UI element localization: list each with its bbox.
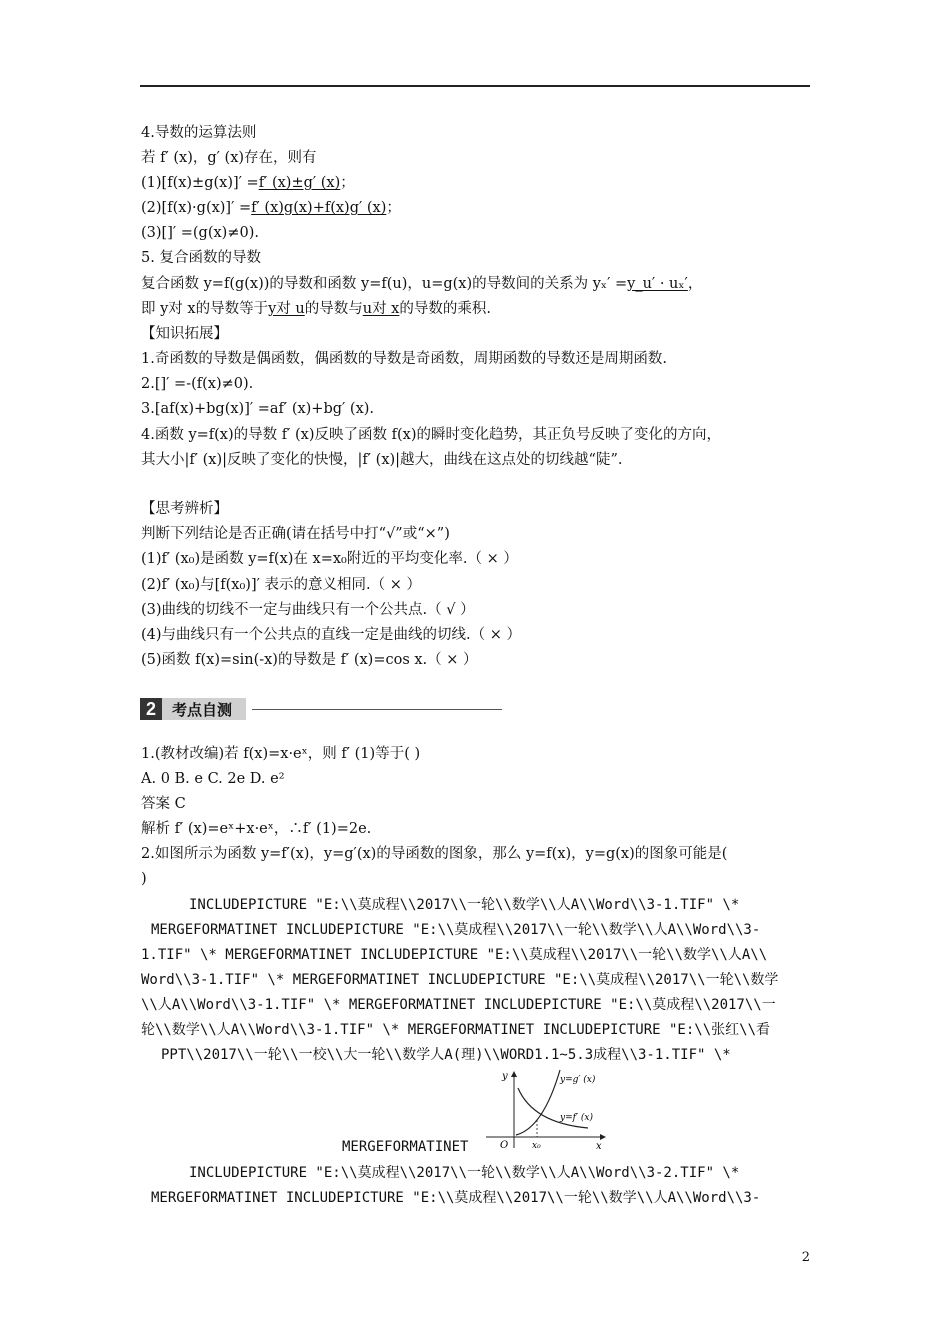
field-code-line: MERGEFORMATINET [342, 1139, 469, 1155]
x0-label: x₀ [532, 1141, 541, 1150]
composite-relation: 复合函数 y=f(g(x))的导数和函数 y=f(u)，u=g(x)的导数间的关系为 yₓ′ =y_u′ · uₓ′， [141, 276, 703, 292]
analysis-line: 解析 f′ (x)=eˣ+x·eˣ，∴f′ (1)=2e. [141, 821, 372, 837]
field-code-line: \\人A\\Word\\3-1.TIF" \* MERGEFORMATINET INCLUDEPICTURE "E:\\莫成程\\2017\\一 [141, 997, 776, 1013]
answer-line: 答案 C [141, 796, 186, 812]
rule-product: (2)[f(x)·g(x)]′ =f′ (x)g(x)+f(x)g′ (x)； [141, 200, 401, 216]
question-2: 2.如图所示为函数 y=f′(x)，y=g′(x)的导函数的图象，那么 y=f(x)，y=g(x)的图象可能是( [141, 846, 728, 862]
rule-sum: (1)[f(x)±g(x)]′ =f′ (x)±g′ (x)； [141, 175, 355, 191]
judgement-item: (3)曲线的切线不一定与曲线只有一个公共点.（ √ ） [141, 602, 475, 618]
x-axis-arrow [600, 1134, 606, 1140]
text-line: 其大小|f′ (x)|反映了变化的快慢，|f′ (x)|越大，曲线在这点处的切线越“陡”. [141, 452, 623, 468]
rule-quotient: (3)[]′ =(g(x)≠0). [141, 225, 259, 241]
question-1-options: A. 0 B. e C. 2e D. e² [141, 771, 285, 787]
judgement-item: (1)f′ (x₀)是函数 y=f(x)在 x=x₀附近的平均变化率.（ × ） [141, 551, 518, 567]
y-axis-arrow [511, 1071, 517, 1077]
curve-g-prime [516, 1070, 560, 1135]
field-code-line: MERGEFORMATINET INCLUDEPICTURE "E:\\莫成程\\2017\\一轮\\数学\\人A\\Word\\3- [151, 922, 761, 938]
origin-label: O [500, 1140, 509, 1150]
section-header [140, 697, 502, 721]
field-code-line: Word\\3-1.TIF" \* MERGEFORMATINET INCLUDEPICTURE "E:\\莫成程\\2017\\一轮\\数学 [141, 972, 779, 988]
heading-derivative-rules: 4.导数的运算法则 [141, 125, 257, 141]
text-line: 判断下列结论是否正确(请在括号中打“√”或“×”) [141, 526, 450, 542]
field-code-line: INCLUDEPICTURE "E:\\莫成程\\2017\\一轮\\数学\\人A\\Word\\3-1.TIF" \* [189, 897, 740, 913]
text-line: 4.函数 y=f(x)的导数 f′ (x)反映了函数 f(x)的瞬时变化趋势，其正负号反映了变化的方向， [141, 427, 721, 443]
section-title: 考点自测 [162, 698, 246, 720]
heading-composite: 5. 复合函数的导数 [141, 250, 261, 266]
field-code-line: INCLUDEPICTURE "E:\\莫成程\\2017\\一轮\\数学\\人A\\Word\\3-2.TIF" \* [189, 1165, 740, 1181]
answer-blank: u对 x [362, 301, 400, 317]
g-prime-label: y=g′ (x) [560, 1075, 596, 1085]
composite-explain: 即 y对 x的导数等于y对 u的导数与u对 x的导数的乘积. [141, 301, 491, 317]
y-axis-label: y [502, 1071, 508, 1082]
answer-blank: f′ (x)±g′ (x) [258, 175, 341, 191]
field-code-line: 1.TIF" \* MERGEFORMATINET INCLUDEPICTURE "E:\\莫成程\\2017\\一轮\\数学\\人A\\ [141, 947, 768, 963]
field-code-line: PPT\\2017\\一轮\\一校\\大一轮\\数学人A(理)\\WORD1.1~5.3成程\\3-1.TIF" \* [161, 1047, 731, 1063]
judgement-item: (2)f′ (x₀)与[f(x₀)]′ 表示的意义相同.（ × ） [141, 577, 421, 593]
x-axis-label: x [596, 1141, 602, 1150]
section-number: 2 [140, 698, 162, 720]
question-1: 1.(教材改编)若 f(x)=x·eˣ，则 f′ (1)等于( ) [141, 746, 421, 762]
question-2-cont: ) [141, 871, 147, 887]
text-line: 1.奇函数的导数是偶函数，偶函数的导数是奇函数，周期函数的导数还是周期函数. [141, 351, 667, 367]
judgement-item: (5)函数 f(x)=sin(-x)的导数是 f′ (x)=cos x.（ × ） [141, 652, 478, 668]
derivative-graph-figure [478, 1068, 608, 1150]
heading-knowledge-extension: 【知识拓展】 [141, 326, 228, 342]
section-rule [252, 709, 502, 710]
top-rule [140, 85, 810, 87]
text-line: 2.[]′ =-(f(x)≠0). [141, 376, 254, 392]
f-prime-label: y=f′ (x) [560, 1113, 593, 1123]
field-code-line: MERGEFORMATINET INCLUDEPICTURE "E:\\莫成程\\2017\\一轮\\数学\\人A\\Word\\3- [151, 1190, 761, 1206]
answer-blank: y对 u [268, 301, 305, 317]
answer-blank: f′ (x)g(x)+f(x)g′ (x) [251, 200, 387, 216]
answer-blank: y_u′ · uₓ′ [627, 276, 688, 292]
heading-reflection: 【思考辨析】 [141, 501, 228, 517]
field-code-line: 轮\\数学\\人A\\Word\\3-1.TIF" \* MERGEFORMATINET INCLUDEPICTURE "E:\\张红\\看 [141, 1022, 771, 1038]
text-line: 3.[af(x)+bg(x)]′ =af′ (x)+bg′ (x). [141, 401, 375, 417]
judgement-item: (4)与曲线只有一个公共点的直线一定是曲线的切线.（ × ） [141, 627, 522, 643]
text-line: 若 f′ (x)，g′ (x)存在，则有 [141, 150, 317, 166]
page-number: 2 [801, 1250, 810, 1265]
